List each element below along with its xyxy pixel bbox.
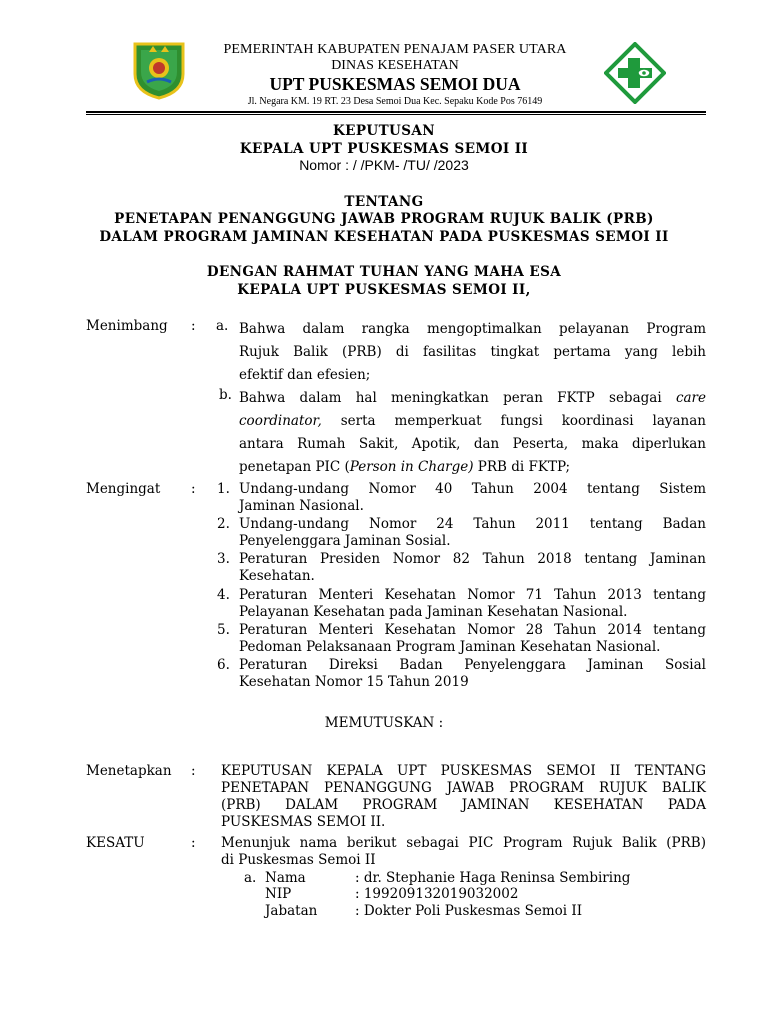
- kesatu-text: [221, 835, 706, 869]
- menimbang-b-line-4: [239, 456, 706, 479]
- nip-label: NIP: [265, 886, 292, 902]
- mengingat-item-1-line-2: Jaminan Nasional.: [239, 498, 364, 514]
- menimbang-b-line-3: antara Rumah Sakit, Apotik, dan Peserta, maka diperlukan: [239, 436, 706, 452]
- nama-label: Nama: [265, 870, 306, 886]
- menimbang-b-line-1-text: Bahwa dalam hal meningkatkan peran FKTP sebagai: [239, 390, 662, 406]
- kesatu-item-a-letter: a.: [244, 870, 257, 886]
- menimbang-a-line-2: Rujuk Balik (PRB) di fasilitas tingkat pertama yang lebih: [239, 344, 706, 360]
- menimbang-b-line-1: [239, 387, 706, 410]
- mengingat-item-1: [239, 481, 706, 515]
- menetapkan-line-3: (PRB) DALAM PROGRAM JAMINAN KESEHATAN PADA: [221, 797, 706, 813]
- menimbang-b-coordinator-italic: coordinator,: [239, 413, 322, 429]
- menimbang-item-b-letter: b.: [219, 387, 232, 403]
- mengingat-item-1-line-1: Undang-undang Nomor 40 Tahun 2004 tentang Sistem: [239, 481, 706, 497]
- letterhead-rule-thick: [86, 111, 706, 113]
- regency-crest-logo: [131, 38, 187, 100]
- preamble-line-1: DENGAN RAHMAT TUHAN YANG MAHA ESA: [206, 264, 562, 280]
- nip-value: : 199209132019032002: [355, 886, 519, 902]
- mengingat-item-4-line-2: Pelayanan Kesehatan pada Jaminan Kesehatan Nasional.: [239, 604, 628, 620]
- menimbang-item-b: [239, 387, 706, 479]
- agency-name: DINAS KESEHATAN: [331, 58, 459, 73]
- facility-name: UPT PUSKESMAS SEMOI DUA: [269, 74, 521, 94]
- kesatu-line-2: di Puskesmas Semoi II: [221, 852, 376, 868]
- menimbang-colon: :: [191, 318, 196, 334]
- mengingat-colon: :: [191, 481, 196, 497]
- menimbang-a-line-3: efektif dan efesien;: [239, 367, 371, 383]
- mengingat-item-4-line-1: Peraturan Menteri Kesehatan Nomor 71 Tahun 2013 tentang: [239, 587, 706, 603]
- mengingat-item-2: [239, 516, 706, 550]
- menetapkan-line-1: KEPUTUSAN KEPALA UPT PUSKESMAS SEMOI II TENTANG: [221, 763, 706, 779]
- menimbang-b-pic-italic: Person in Charge): [349, 459, 474, 475]
- mengingat-item-2-line-1: Undang-undang Nomor 24 Tahun 2011 tentang Badan: [239, 516, 706, 532]
- issuer: KEPALA UPT PUSKESMAS SEMOI II: [239, 141, 529, 157]
- menimbang-item-a-letter: a.: [216, 318, 229, 334]
- mengingat-item-2-line-2: Penyelenggara Jaminan Sosial.: [239, 533, 451, 549]
- doc-type: KEPUTUSAN: [333, 123, 435, 139]
- subject-line-1: PENETAPAN PENANGGUNG JAWAB PROGRAM RUJUK BALIK (PRB): [114, 211, 654, 227]
- facility-address: Jl. Negara KM. 19 RT. 23 Desa Semoi Dua Kec. Sepaku Kode Pos 76149: [247, 96, 543, 107]
- mengingat-item-6: [239, 657, 706, 691]
- puskesmas-logo: [604, 42, 666, 104]
- mengingat-item-2-num: 2.: [217, 516, 230, 532]
- mengingat-item-1-num: 1.: [217, 481, 230, 497]
- letterhead-text: [195, 42, 595, 108]
- mengingat-item-5-line-1: Peraturan Menteri Kesehatan Nomor 28 Tahun 2014 tentang: [239, 622, 706, 638]
- menimbang-b-line-4-end: PRB di FKTP;: [473, 459, 571, 475]
- mengingat-item-3: [239, 551, 706, 585]
- nama-value: : dr. Stephanie Haga Reninsa Sembiring: [355, 870, 631, 886]
- mengingat-item-6-line-2: Kesehatan Nomor 15 Tahun 2019: [239, 674, 469, 690]
- mengingat-item-3-line-2: Kesehatan.: [239, 568, 315, 584]
- menimbang-label: Menimbang: [86, 318, 168, 334]
- tentang-heading: TENTANG: [344, 194, 424, 210]
- menetapkan-line-2: PENETAPAN PENANGGUNG JAWAB PROGRAM RUJUK BALIK: [221, 780, 706, 796]
- menetapkan-text: [221, 763, 706, 831]
- menimbang-b-line-2: [239, 410, 706, 433]
- menimbang-b-line-2-text: serta memperkuat fungsi koordinasi layanan: [340, 413, 706, 429]
- gov-name: PEMERINTAH KABUPATEN PENAJAM PASER UTARA: [223, 42, 567, 57]
- menimbang-b-care-italic: care: [675, 390, 706, 406]
- mengingat-item-3-num: 3.: [217, 551, 230, 567]
- mengingat-item-6-num: 6.: [217, 657, 230, 673]
- memutuskan-heading: MEMUTUSKAN :: [324, 715, 444, 731]
- kesatu-colon: :: [191, 835, 196, 851]
- letterhead: [0, 0, 768, 115]
- menimbang-item-a: [239, 318, 706, 387]
- mengingat-item-6-line-1: Peraturan Direksi Badan Penyelenggara Jaminan Sosial: [239, 657, 706, 673]
- subject-line-2: DALAM PROGRAM JAMINAN KESEHATAN PADA PUSKESMAS SEMOI II: [99, 229, 669, 245]
- mengingat-item-4-num: 4.: [217, 587, 230, 603]
- menetapkan-line-4: PUSKESMAS SEMOI II.: [221, 814, 386, 830]
- mengingat-item-5: [239, 622, 706, 656]
- menetapkan-label: Menetapkan: [86, 763, 172, 779]
- jabatan-label: Jabatan: [265, 903, 318, 919]
- document-number: Nomor : / /PKM- /TU/ /2023: [299, 157, 469, 173]
- preamble-line-2: KEPALA UPT PUSKESMAS SEMOI II,: [237, 282, 531, 298]
- letterhead-rule-thin: [86, 114, 706, 115]
- kesatu-label: KESATU: [86, 835, 145, 851]
- menimbang-b-line-4-text: penetapan PIC (: [239, 459, 350, 475]
- mengingat-item-5-line-2: Pedoman Pelaksanaan Program Jaminan Kesehatan Nasional.: [239, 639, 661, 655]
- menimbang-a-line-1: Bahwa dalam rangka mengoptimalkan pelayanan Program: [239, 321, 706, 337]
- menetapkan-colon: :: [191, 763, 196, 779]
- mengingat-label: Mengingat: [86, 481, 161, 497]
- mengingat-item-5-num: 5.: [217, 622, 230, 638]
- jabatan-value: : Dokter Poli Puskesmas Semoi II: [355, 903, 583, 919]
- kesatu-line-1: Menunjuk nama berikut sebagai PIC Program Rujuk Balik (PRB): [221, 835, 706, 851]
- mengingat-item-4: [239, 587, 706, 621]
- mengingat-item-3-line-1: Peraturan Presiden Nomor 82 Tahun 2018 tentang Jaminan: [239, 551, 706, 567]
